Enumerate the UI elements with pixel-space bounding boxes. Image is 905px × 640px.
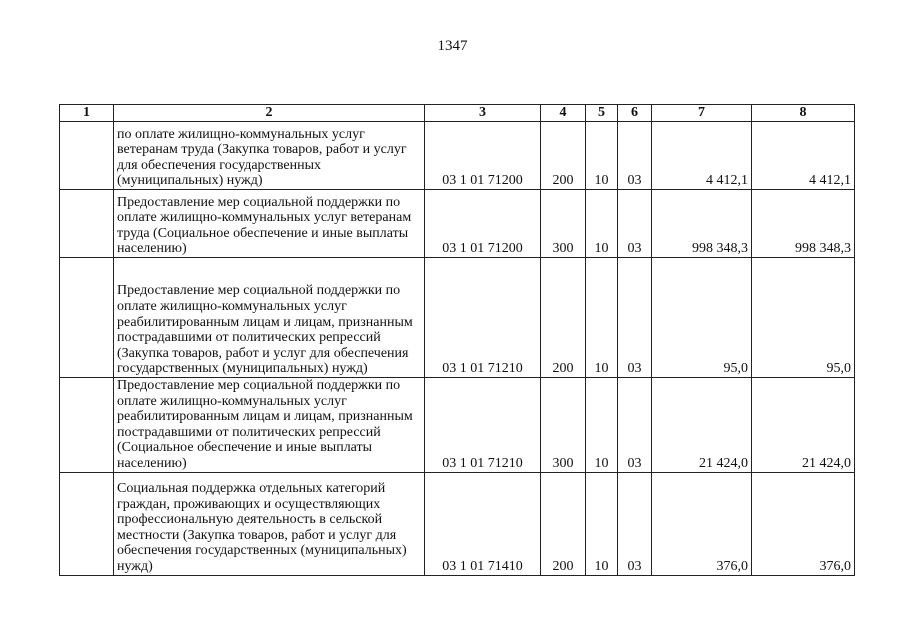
page-number: 1347 bbox=[437, 38, 468, 54]
subsection-cell: 03 bbox=[618, 122, 652, 190]
table-row bbox=[60, 472, 855, 575]
amount-cell-8: 95,0 bbox=[752, 258, 855, 378]
subsection-cell: 03 bbox=[618, 258, 652, 378]
table-row bbox=[60, 378, 855, 473]
section-cell: 10 bbox=[586, 122, 618, 190]
amount-cell-7: 4 412,1 bbox=[652, 122, 752, 190]
column-header: 6 bbox=[618, 105, 652, 122]
amount-cell-8: 4 412,1 bbox=[752, 122, 855, 190]
subsection-cell: 03 bbox=[618, 378, 652, 473]
column-header: 8 bbox=[752, 105, 855, 122]
table-row bbox=[60, 122, 855, 190]
column-header: 2 bbox=[114, 105, 425, 122]
column-header: 1 bbox=[60, 105, 114, 122]
target-code-cell: 03 1 01 71200 bbox=[425, 122, 541, 190]
expense-type-cell: 300 bbox=[541, 190, 586, 258]
description-cell: Предоставление мер социальной поддержки по оплате жилищно-коммунальных услуг реабилитированным лицам и лицам, признанным пострадавшими от политических репрессий (Социальное обеспечение и иные выплаты населению) bbox=[114, 378, 425, 473]
table-row bbox=[60, 190, 855, 258]
row-number-cell bbox=[60, 378, 114, 473]
column-header: 5 bbox=[586, 105, 618, 122]
table-header-row bbox=[60, 105, 855, 122]
target-code-cell: 03 1 01 71200 bbox=[425, 190, 541, 258]
amount-cell-7: 21 424,0 bbox=[652, 378, 752, 473]
target-code-cell: 03 1 01 71210 bbox=[425, 378, 541, 473]
amount-cell-7: 95,0 bbox=[652, 258, 752, 378]
description-cell: Предоставление мер социальной поддержки по оплате жилищно-коммунальных услуг реабилитированным лицам и лицам, признанным пострадавшими от политических репрессий (Закупка товаров, работ и услуг для обеспечения государственных (муниципальных) нужд) bbox=[114, 258, 425, 378]
column-header: 7 bbox=[652, 105, 752, 122]
row-number-cell bbox=[60, 122, 114, 190]
table-row bbox=[60, 258, 855, 378]
section-cell: 10 bbox=[586, 472, 618, 575]
expense-type-cell: 300 bbox=[541, 378, 586, 473]
amount-cell-8: 376,0 bbox=[752, 472, 855, 575]
section-cell: 10 bbox=[586, 190, 618, 258]
amount-cell-8: 998 348,3 bbox=[752, 190, 855, 258]
amount-cell-8: 21 424,0 bbox=[752, 378, 855, 473]
column-header: 4 bbox=[541, 105, 586, 122]
expense-type-cell: 200 bbox=[541, 258, 586, 378]
section-cell: 10 bbox=[586, 258, 618, 378]
description-cell: Социальная поддержка отдельных категорий граждан, проживающих и осуществляющих профессиональную деятельность в сельской местности (Закупка товаров, работ и услуг для обеспечения государственных (муниципальных) нужд) bbox=[114, 472, 425, 575]
section-cell: 10 bbox=[586, 378, 618, 473]
subsection-cell: 03 bbox=[618, 190, 652, 258]
target-code-cell: 03 1 01 71410 bbox=[425, 472, 541, 575]
target-code-cell: 03 1 01 71210 bbox=[425, 258, 541, 378]
row-number-cell bbox=[60, 258, 114, 378]
row-number-cell bbox=[60, 472, 114, 575]
column-header: 3 bbox=[425, 105, 541, 122]
description-cell: по оплате жилищно-коммунальных услуг ветеранам труда (Закупка товаров, работ и услуг для обеспечения государственных (муниципальных) нужд) bbox=[114, 122, 425, 190]
expense-type-cell: 200 bbox=[541, 472, 586, 575]
row-number-cell bbox=[60, 190, 114, 258]
expense-type-cell: 200 bbox=[541, 122, 586, 190]
amount-cell-7: 998 348,3 bbox=[652, 190, 752, 258]
amount-cell-7: 376,0 bbox=[652, 472, 752, 575]
description-cell: Предоставление мер социальной поддержки по оплате жилищно-коммунальных услуг ветеранам труда (Социальное обеспечение и иные выплаты населению) bbox=[114, 190, 425, 258]
subsection-cell: 03 bbox=[618, 472, 652, 575]
budget-table bbox=[59, 104, 855, 576]
